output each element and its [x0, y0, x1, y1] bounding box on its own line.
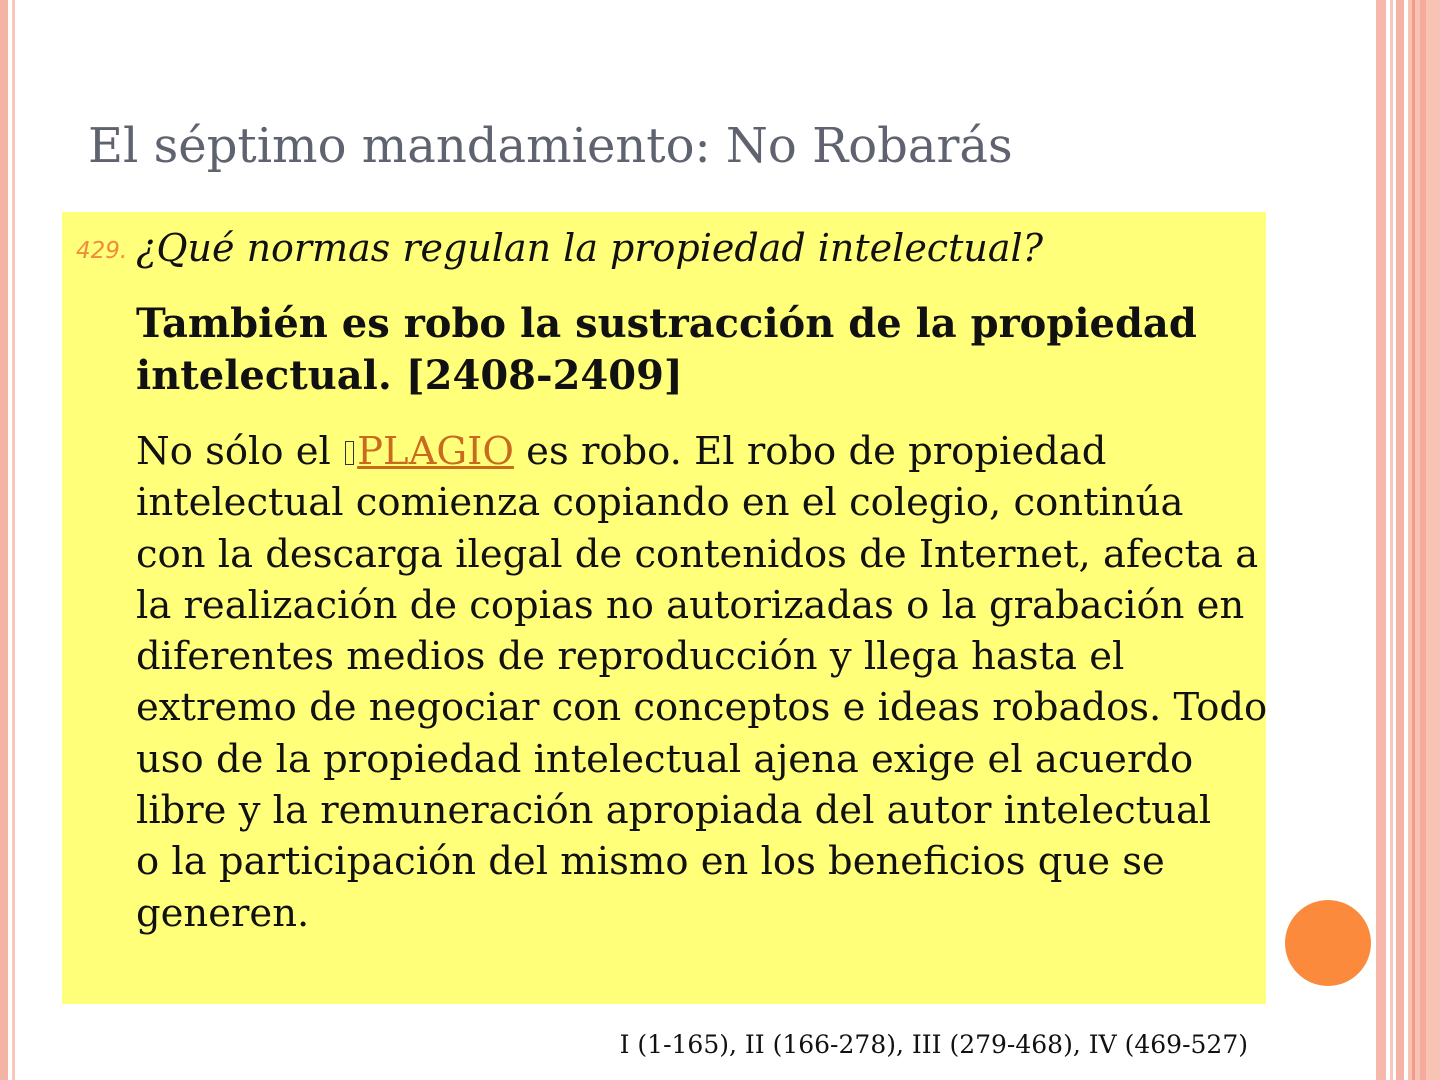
answer-body	[136, 426, 1268, 939]
slide-title: El séptimo mandamiento: No Robarás	[88, 118, 1013, 174]
answer-body-line	[136, 426, 1256, 477]
body-line-prefix: No sólo el	[136, 429, 331, 474]
body-line-suffix: es robo. El robo de propiedad	[513, 429, 1107, 474]
left-decor-stripe	[0, 0, 8, 1080]
plagio-link[interactable]: PLAGIO	[357, 429, 514, 474]
answer-body-line: intelectual comienza copiando en el colegio, continúa	[136, 480, 1184, 526]
right-decor-stripe	[1376, 0, 1386, 1080]
answer-summary	[136, 298, 1236, 402]
question-text: ¿Qué normas regulan la propiedad intelectual?	[136, 226, 1044, 270]
answer-summary-line: intelectual. [2408-2409]	[136, 352, 683, 399]
accent-circle	[1285, 900, 1371, 986]
question-number: 429.	[76, 238, 128, 264]
footer-reference: I (1-165), II (166-278), III (279-468), IV (469-527)	[619, 1030, 1248, 1059]
answer-summary-line: También es robo la sustracción de la propiedad	[136, 300, 1197, 347]
right-decor-stripe	[1396, 0, 1404, 1080]
link-box-icon	[345, 441, 354, 465]
answer-body-line: extremo de negociar con conceptos e ideas robados. Todo	[136, 685, 1268, 731]
answer-body-line: diferentes medios de reproducción y llega hasta el	[136, 634, 1125, 680]
answer-body-line: libre y la remuneración apropiada del autor intelectual	[136, 788, 1212, 834]
answer-body-line: con la descarga ilegal de contenidos de Internet, afecta a	[136, 531, 1259, 577]
right-decor-stripe-thin	[1412, 0, 1415, 1080]
right-decor-stripe-thin	[1390, 0, 1393, 1080]
answer-body-line: generen.	[136, 890, 310, 936]
right-decor-stripe	[1420, 0, 1426, 1080]
answer-body-line: la realización de copias no autorizadas o la grabación en	[136, 582, 1245, 628]
left-decor-stripe-thin	[12, 0, 15, 1080]
answer-body-line: uso de la propiedad intelectual ajena exige el acuerdo	[136, 736, 1194, 782]
answer-body-line: o la participación del mismo en los beneficios que se	[136, 839, 1165, 885]
content-box	[62, 212, 1266, 1004]
